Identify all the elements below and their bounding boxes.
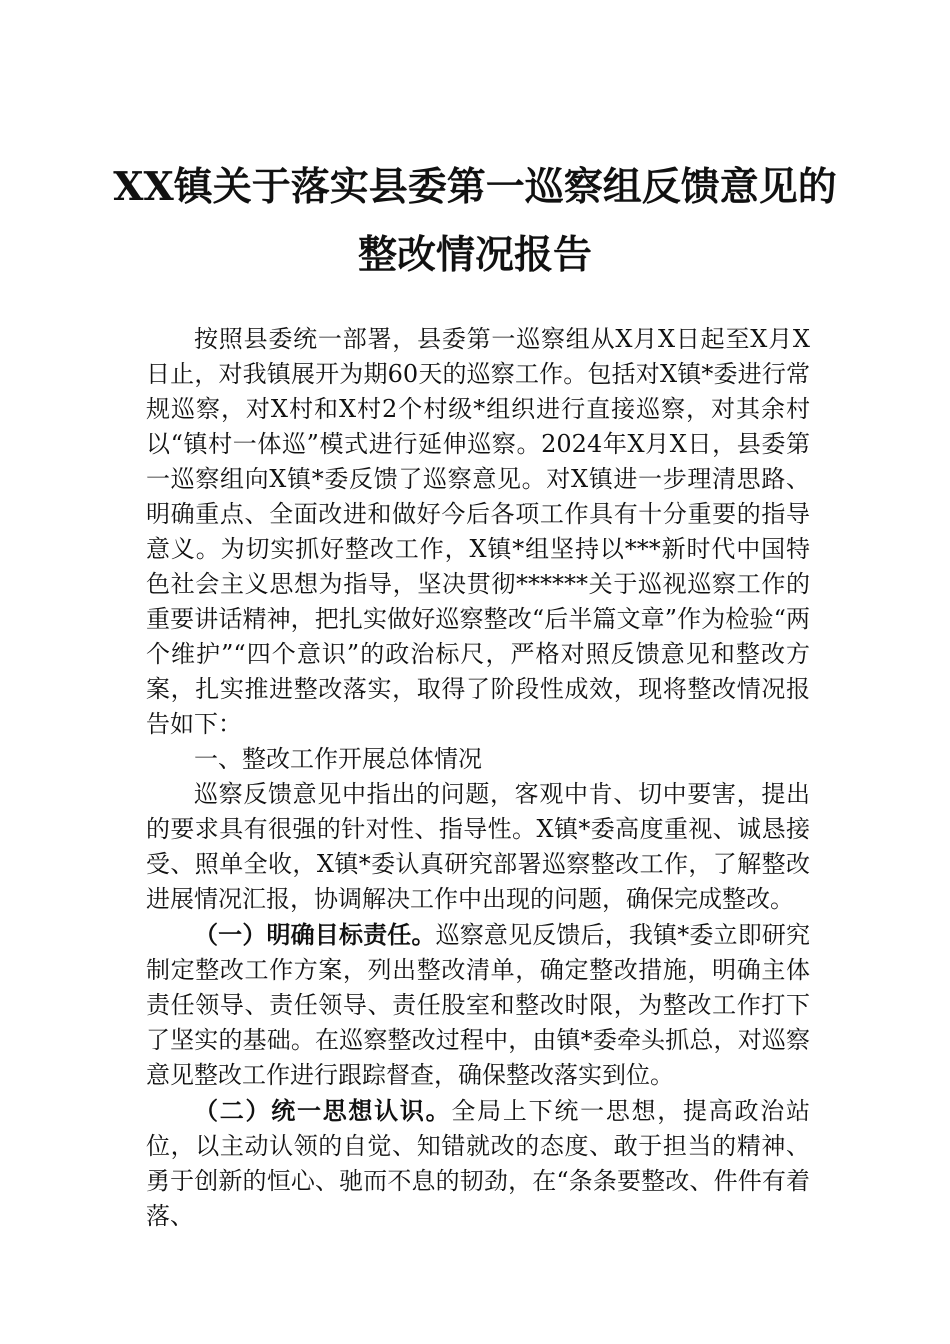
subsection-title-2: （二）统一思想认识。 <box>194 1096 452 1125</box>
subsection-paragraph-2 <box>146 1093 810 1234</box>
intro-paragraph: 按照县委统一部署，县委第一巡察组从X月X日起至X月X日止，对我镇展开为期60天的巡察工作。包括对X镇*委进行常规巡察，对X村和X村2个村级*组织进行直接巡察，对其余村以“镇村一体巡”模式进行延伸巡察。2024年X月X日，县委第一巡察组向X镇*委反馈了巡察意见。对X镇进一步理清思路、明确重点、全面改进和做好今后各项工作具有十分重要的指导意义。为切实抓好整改工作，X镇*组坚持以***新时代中国特色社会主义思想为指导，坚决贯彻******关于巡视巡察工作的重要讲话精神，把扎实做好巡察整改“后半篇文章”作为检验“两个维护”“四个意识”的政治标尺，严格对照反馈意见和整改方案，扎实推进整改落实，取得了阶段性成效，现将整改情况报告如下： <box>146 325 810 738</box>
document-title-line-2: 整改情况报告 <box>357 232 592 278</box>
subsection-title-1: （一）明确目标责任。 <box>194 920 436 949</box>
document-body <box>146 322 810 1234</box>
subsection-text-2: 全局上下统一思想，提高政治站位，以主动认领的自觉、知错就改的态度、敢于担当的精神、勇于创新的恒心、驰而不息的韧劲，在“条条要整改、件件有着落、 <box>146 1097 810 1230</box>
overview-paragraph: 巡察反馈意见中指出的问题，客观中肯、切中要害，提出的要求具有很强的针对性、指导性。X镇*委高度重视、诚恳接受、照单全收，X镇*委认真研究部署巡察整改工作，了解整改进展情况汇报，协调解决工作中出现的问题，确保完成整改。 <box>146 780 810 913</box>
section-heading: 一、整改工作开展总体情况 <box>194 745 482 773</box>
document-title-line-1: XX镇关于落实县委第一巡察组反馈意见的 <box>113 164 837 210</box>
subsection-text-1: 巡察意见反馈后，我镇*委立即研究制定整改工作方案，列出整改清单，确定整改措施，明确主体责任领导、责任领导、责任股室和整改时限，为整改工作打下了坚实的基础。在巡察整改过程中，由镇*委牵头抓总，对巡察意见整改工作进行跟踪督查，确保整改落实到位。 <box>146 921 811 1089</box>
subsection-paragraph-1 <box>146 917 810 1093</box>
